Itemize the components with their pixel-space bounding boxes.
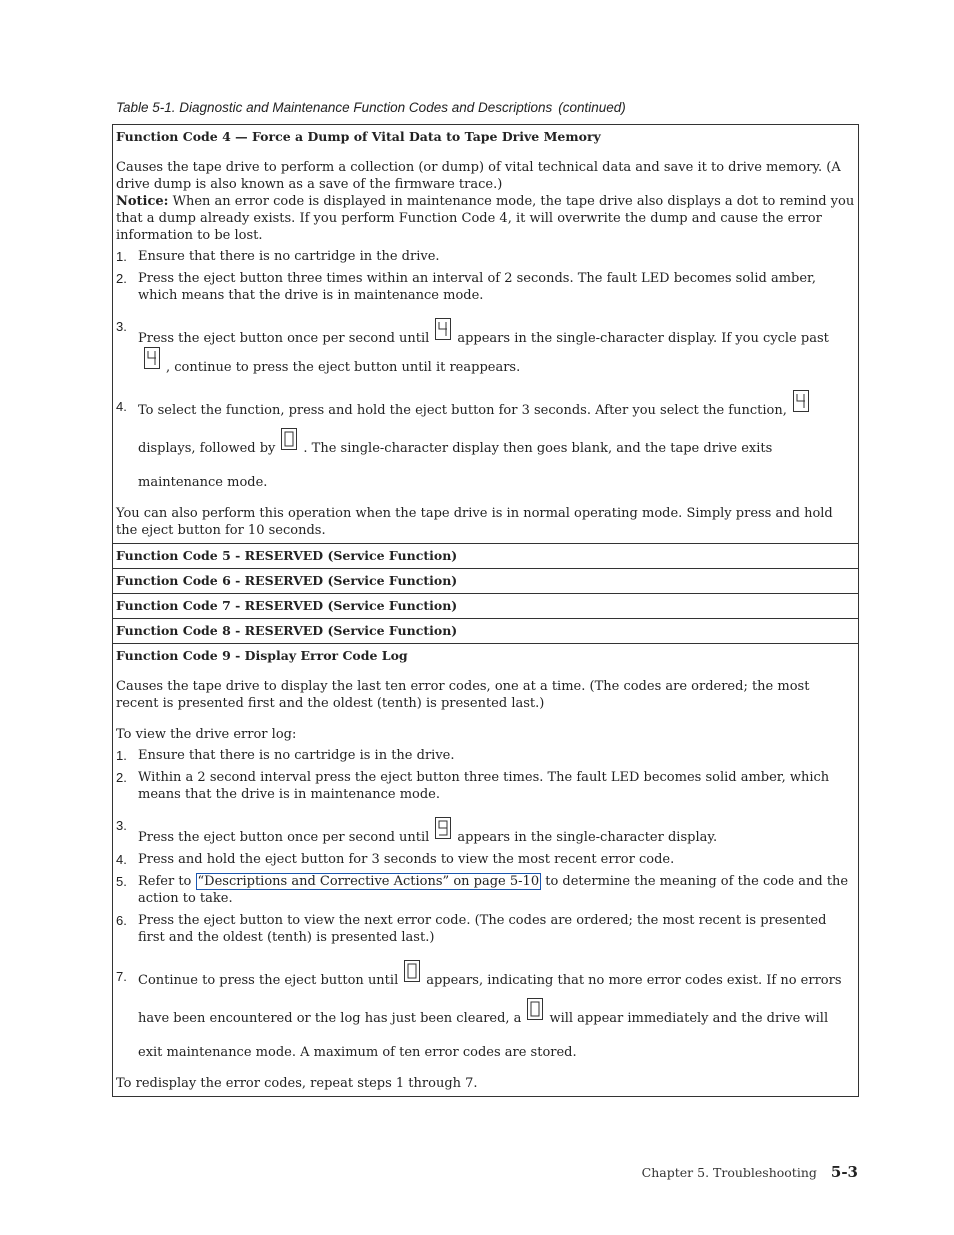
fc7-header: Function Code 7 - RESERVED (Service Function) <box>113 594 859 619</box>
table-row-fc9 <box>113 644 859 1097</box>
page-footer <box>642 1163 858 1181</box>
notice-label: Notice: <box>116 194 169 209</box>
list-item: 2. Within a 2 second interval press the eject button three times. The fault LED becomes solid amber, which means that the drive is in maintenance mode. <box>116 770 830 802</box>
list-item: 7. Continue to press the eject button until appears, indicating that no more error codes exist. If no errors have been encountered or the log has just been cleared, a will appear immediately and the drive will exit maintenance mode. A maximum of ten error codes are stored. <box>116 960 855 1070</box>
list-item: 1. Ensure that there is no cartridge in the drive. <box>116 249 440 264</box>
fc9-intro: Causes the tape drive to display the last ten error codes, one at a time. (The codes are ordered; the most recent is presented first and the oldest (tenth) is presented last.) <box>116 679 810 711</box>
fc5-header: Function Code 5 - RESERVED (Service Function) <box>113 544 859 569</box>
digit-4-icon <box>144 347 160 369</box>
digit-0-icon <box>281 428 297 450</box>
fc6-header: Function Code 6 - RESERVED (Service Function) <box>113 569 859 594</box>
fc4-outro: You can also perform this operation when the tape drive is in normal operating mode. Simply press and hold the eject button for 10 seconds. <box>116 506 833 538</box>
table-row-fc5 <box>113 544 859 569</box>
list-item: 4. Press and hold the eject button for 3 seconds to view the most recent error code. <box>116 852 675 867</box>
fc4-intro: Causes the tape drive to perform a collection (or dump) of vital technical data and save it to drive memory. (A drive dump is also known as a save of the firmware trace.) <box>116 160 841 192</box>
caption-continued: (continued) <box>558 100 626 115</box>
list-item: 6. Press the eject button to view the next error code. (The codes are ordered; the most recent is presented first and the oldest (tenth) is presented last.) <box>116 913 827 945</box>
list-item: 5. Refer to “Descriptions and Corrective Actions” on page 5-10 to determine the meaning of the code and the action to take. <box>116 874 849 906</box>
fc9-steps <box>116 747 855 1070</box>
digit-0-icon <box>527 998 543 1020</box>
table-row-fc7 <box>113 594 859 619</box>
digit-4-icon <box>793 390 809 412</box>
table-row-fc6 <box>113 569 859 594</box>
list-item: 3. Press the eject button once per second until appears in the single-character display. If you cycle past , continue to press the eject button until it reappears. <box>116 319 829 375</box>
fc4-steps <box>116 248 855 500</box>
digit-4-icon <box>435 318 451 340</box>
fc4-notice <box>116 193 855 244</box>
digit-0-icon <box>404 960 420 982</box>
fc4-header: Function Code 4 — Force a Dump of Vital Data to Tape Drive Memory <box>116 129 601 144</box>
list-item: 1. Ensure that there is no cartridge is in the drive. <box>116 748 455 763</box>
digit-9-icon <box>435 817 451 839</box>
fc8-header: Function Code 8 - RESERVED (Service Function) <box>113 619 859 644</box>
caption-title: Table 5-1. Diagnostic and Maintenance Function Codes and Descriptions <box>116 100 553 115</box>
descriptions-corrective-actions-link[interactable]: “Descriptions and Corrective Actions” on page 5-10 <box>197 874 540 889</box>
list-item: 2. Press the eject button three times within an interval of 2 seconds. The fault LED becomes solid amber, which means that the drive is in maintenance mode. <box>116 271 816 303</box>
list-item: 4. To select the function, press and hold the eject button for 3 seconds. After you select the function, displays, followed by . The single-character display then goes blank, and the tape drive exits maintenance mode. <box>116 390 855 500</box>
page-number: 5-3 <box>830 1163 858 1181</box>
fc9-lead: To view the drive error log: <box>116 727 297 742</box>
function-code-table <box>112 124 859 1097</box>
table-row-fc4 <box>113 125 859 544</box>
table-caption <box>116 100 626 115</box>
fc9-header: Function Code 9 - Display Error Code Log <box>116 648 408 663</box>
list-item: 3. Press the eject button once per second until appears in the single-character display. <box>116 818 718 845</box>
table-row-fc8 <box>113 619 859 644</box>
notice-text: When an error code is displayed in maintenance mode, the tape drive also displays a dot to remind you that a dump already exists. If you perform Function Code 4, it will overwrite the dump and cause the error information to be lost. <box>116 194 855 243</box>
fc9-outro: To redisplay the error codes, repeat steps 1 through 7. <box>116 1076 478 1091</box>
footer-chapter: Chapter 5. Troubleshooting <box>641 1165 817 1180</box>
